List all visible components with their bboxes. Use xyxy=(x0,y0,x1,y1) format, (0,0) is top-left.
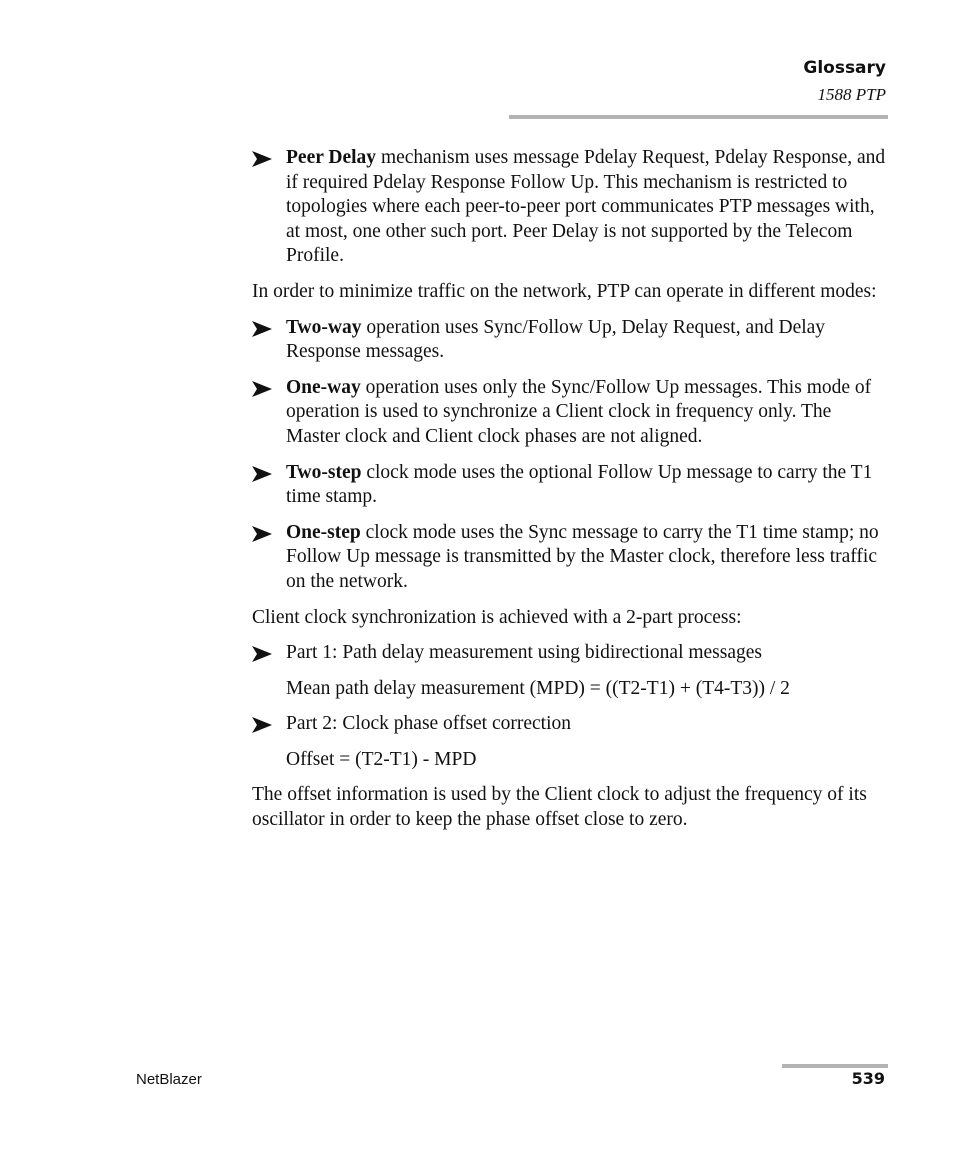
definition-one-step: clock mode uses the Sync message to carry the T1 time stamp; no Follow Up message is transmitted by the Master clock, therefore less traffic on the network. xyxy=(286,521,879,592)
page-number: 539 xyxy=(851,1069,885,1088)
formula-mean-path-delay: Mean path delay measurement (MPD) = ((T2-T1) + (T4-T3)) / 2 xyxy=(286,677,790,699)
list-item-two-way xyxy=(252,316,888,365)
header-divider xyxy=(509,115,888,119)
arrowhead-bullet-icon xyxy=(252,321,272,337)
list-item-peer-delay xyxy=(252,146,888,269)
definition-two-step: clock mode uses the optional Follow Up message to carry the T1 time stamp. xyxy=(286,461,873,508)
list-item-part-2 xyxy=(252,712,888,737)
definition-one-way: operation uses only the Sync/Follow Up messages. This mode of operation is used to synchronize a Client clock in frequency only. The Master clock and Client clock phases are not aligned. xyxy=(286,376,872,447)
list-item-part-1 xyxy=(252,641,888,666)
arrowhead-bullet-icon xyxy=(252,151,272,167)
list-item-one-way xyxy=(252,376,888,450)
paragraph-modes-intro: In order to minimize traffic on the network, PTP can operate in different modes: xyxy=(252,280,877,302)
part-2-text: Part 2: Clock phase offset correction xyxy=(286,713,572,735)
term-one-step: One-step xyxy=(286,521,361,543)
arrowhead-bullet-icon xyxy=(252,717,272,733)
term-two-step: Two-step xyxy=(286,461,362,483)
list-item-one-step xyxy=(252,521,888,595)
page-header xyxy=(803,56,886,106)
arrowhead-bullet-icon xyxy=(252,466,272,482)
section-subtitle: 1588 PTP xyxy=(817,85,886,104)
list-item-two-step xyxy=(252,461,888,510)
term-one-way: One-way xyxy=(286,376,361,398)
definition-two-way: operation uses Sync/Follow Up, Delay Request, and Delay Response messages. xyxy=(286,316,826,363)
term-two-way: Two-way xyxy=(286,316,362,338)
formula-offset: Offset = (T2-T1) - MPD xyxy=(286,748,477,770)
arrowhead-bullet-icon xyxy=(252,381,272,397)
chapter-title: Glossary xyxy=(803,58,886,78)
definition-peer-delay: mechanism uses message Pdelay Request, Pdelay Response, and if required Pdelay Response Follow Up. This mechanism is restricted to topologies where each peer-to-peer port communicates PTP messages with, at most, one other such port. Peer Delay is not supported by the Telecom Profile. xyxy=(286,147,886,267)
paragraph-sync-process: Client clock synchronization is achieved with a 2-part process: xyxy=(252,606,742,628)
product-name: NetBlazer xyxy=(136,1071,202,1088)
paragraph-offset-usage: The offset information is used by the Client clock to adjust the frequency of its oscillator in order to keep the phase offset close to zero. xyxy=(252,784,867,831)
page-body xyxy=(252,146,888,844)
part-1-text: Part 1: Path delay measurement using bidirectional messages xyxy=(286,642,763,664)
arrowhead-bullet-icon xyxy=(252,646,272,662)
term-peer-delay: Peer Delay xyxy=(286,147,377,168)
arrowhead-bullet-icon xyxy=(252,526,272,542)
